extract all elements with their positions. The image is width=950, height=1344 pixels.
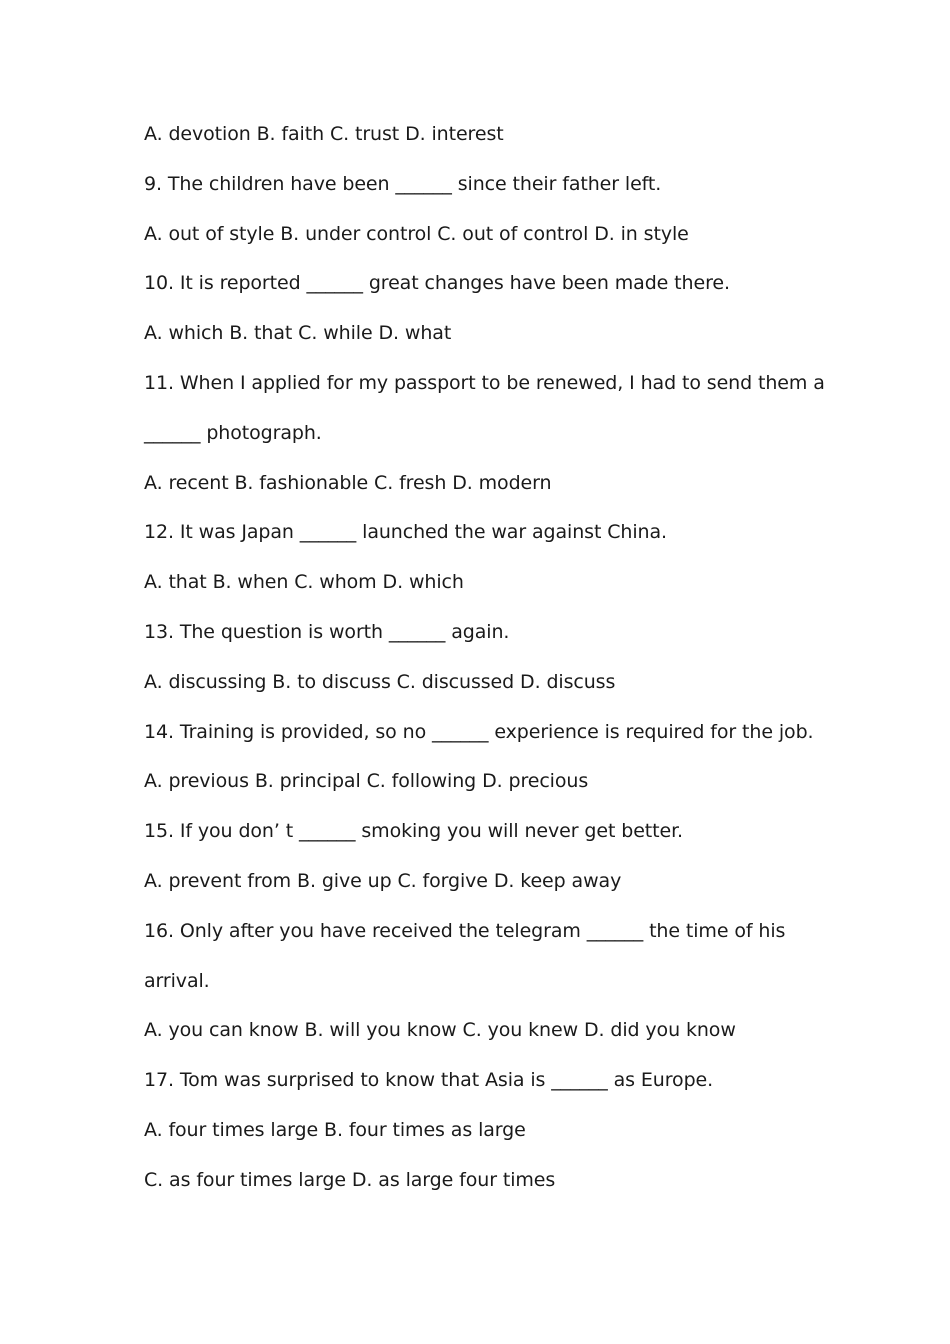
question-17: 17. Tom was surprised to know that Asia is ______ as Europe. <box>144 1069 714 1092</box>
question-16-line-2: arrival. <box>144 969 210 992</box>
question-text-block <box>144 110 824 1206</box>
question-12: 12. It was Japan ______ launched the war against China. <box>144 521 667 544</box>
answer-options-17-line-2: C. as four times large D. as large four times <box>144 1168 556 1191</box>
answer-options-9: A. out of style B. under control C. out of control D. in style <box>144 222 689 245</box>
question-16-line-1: 16. Only after you have received the telegram ______ the time of his <box>144 919 786 942</box>
answer-options-10: A. which B. that C. while D. what <box>144 322 452 345</box>
answer-options-12: A. that B. when C. whom D. which <box>144 571 464 594</box>
answer-options-13: A. discussing B. to discuss C. discussed D. discuss <box>144 670 616 693</box>
question-15: 15. If you don’ t ______ smoking you will never get better. <box>144 820 683 843</box>
question-14: 14. Training is provided, so no ______ experience is required for the job. <box>144 720 814 743</box>
answer-options-8: A. devotion B. faith C. trust D. interest <box>144 123 504 145</box>
question-10: 10. It is reported ______ great changes have been made there. <box>144 272 730 295</box>
answer-options-16: A. you can know B. will you know C. you knew D. did you know <box>144 1019 736 1042</box>
answer-options-17-line-1: A. four times large B. four times as large <box>144 1118 526 1141</box>
question-11-line-2: ______ photograph. <box>144 421 322 444</box>
question-13: 13. The question is worth ______ again. <box>144 620 510 643</box>
answer-options-15: A. prevent from B. give up C. forgive D. keep away <box>144 869 622 892</box>
answer-options-14: A. previous B. principal C. following D. precious <box>144 770 589 793</box>
answer-options-11: A. recent B. fashionable C. fresh D. modern <box>144 471 552 494</box>
question-11-line-1: 11. When I applied for my passport to be renewed, I had to send them a <box>144 371 825 394</box>
question-9: 9. The children have been ______ since their father left. <box>144 172 662 195</box>
